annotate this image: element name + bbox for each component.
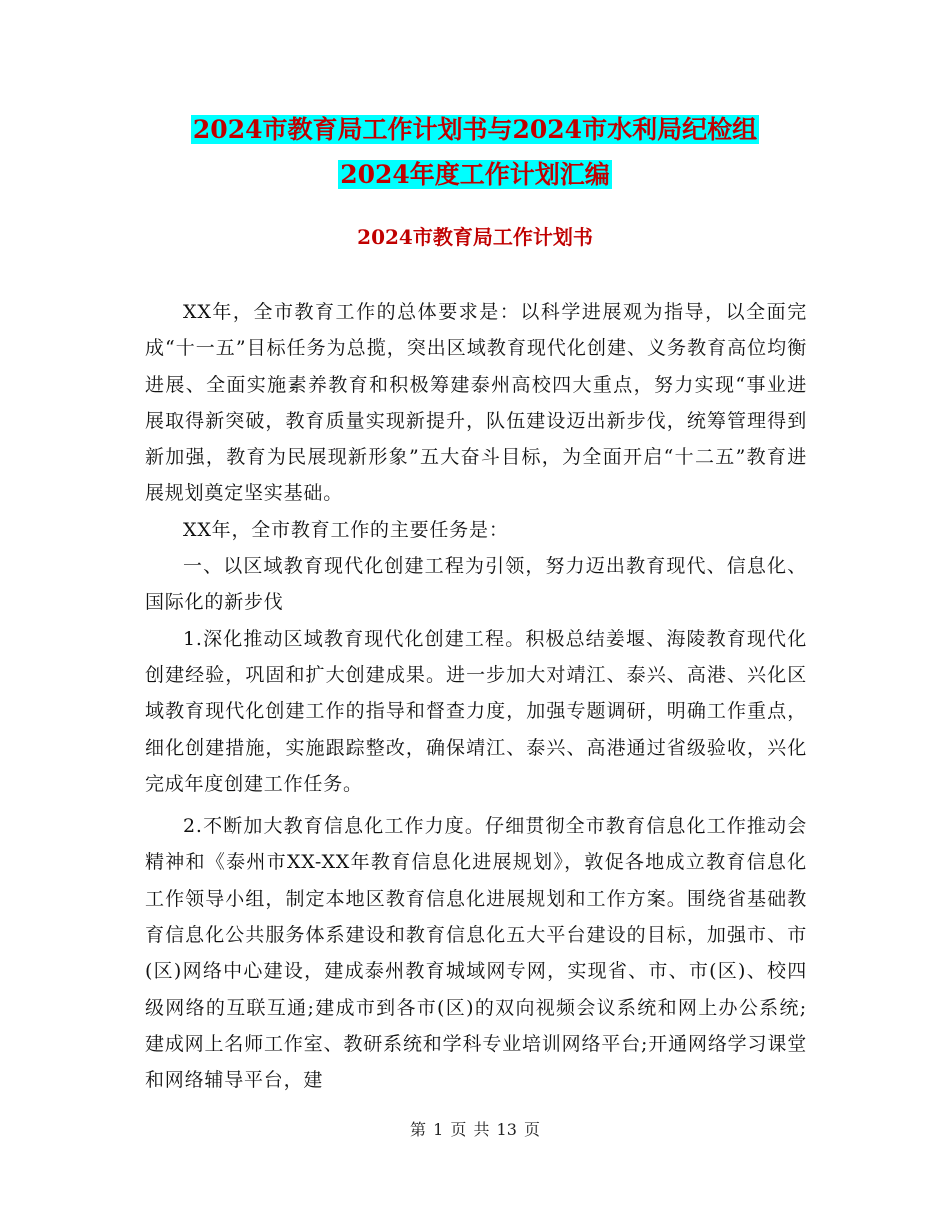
document-body xyxy=(145,294,807,1099)
paragraph-item-2: 2.不断加大教育信息化工作力度。仔细贯彻全市教育信息化工作推动会精神和《泰州市XX-XX年教育信息化进展规划》，敦促各地成立教育信息化工作领导小组，制定本地区教育信息化进展规划和工作方案。围绕省基础教育信息化公共服务体系建设和教育信息化五大平台建设的目标，加强市、市(区)网络中心建设，建成泰州教育城域网专网，实现省、市、市(区)、校四级网络的互联互通;建成市到各市(区)的双向视频会议系统和网上办公系统;建成网上名师工作室、教研系统和学科专业培训网络平台;开通网络学习课堂和网络辅导平台，建 xyxy=(145,815,807,1092)
paragraph-overall-requirements: XX年，全市教育工作的总体要求是：以科学进展观为指导，以全面完成“十一五”目标任务为总揽，突出区域教育现代化创建、义务教育高位均衡进展、全面实施素养教育和积极筹建泰州高校四大重点，努力实现“事业进展取得新突破，教育质量实现新提升，队伍建设迈出新步伐，统筹管理得到新加强，教育为民展现新形象”五大奋斗目标，为全面开启“十二五”教育进展规划奠定坚实基础。 xyxy=(145,301,807,505)
paragraph-main-tasks-intro: XX年，全市教育工作的主要任务是： xyxy=(183,518,509,541)
document-title-line-2 xyxy=(0,155,950,195)
paragraph-item-1: 1.深化推动区域教育现代化创建工程。积极总结姜堰、海陵教育现代化创建经验，巩固和扩大创建成果。进一步加大对靖江、泰兴、高港、兴化区域教育现代化创建工作的指导和督查力度，加强专题调研，明确工作重点，细化创建措施，实施跟踪整改，确保靖江、泰兴、高港通过省级验收，兴化完成年度创建工作任务。 xyxy=(145,627,807,795)
document-title-line-1 xyxy=(0,110,950,150)
document-title-text-2: 2024年度工作计划汇编 xyxy=(340,160,610,189)
document-title-text-1: 2024市教育局工作计划书与2024市水利局纪检组 xyxy=(192,115,758,144)
section-heading: 2024市教育局工作计划书 xyxy=(357,225,593,249)
paragraph-section-one-heading: 一、以区域教育现代化创建工程为引领，努力迈出教育现代、信息化、国际化的新步伐 xyxy=(145,555,807,614)
page-footer: 第 1 页 共 13 页 xyxy=(410,1120,540,1139)
